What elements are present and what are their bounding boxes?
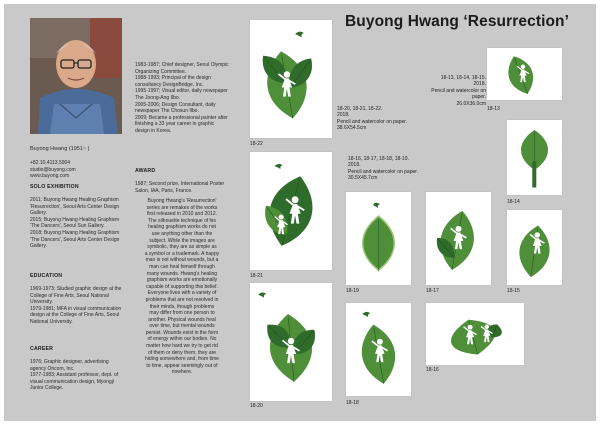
career-continued	[135, 62, 229, 135]
caption-line: 2018.	[473, 81, 486, 88]
artwork-18-20[interactable]	[250, 283, 332, 401]
artwork-label: 18-16	[426, 367, 439, 373]
career-item: 1977-1983; Assistant professor, dept. of visual communication design, Myongji Junior College.	[30, 372, 119, 392]
career-item: 1983-1987; Chief designer, Seoul Olympic Organizing Committee.	[135, 62, 229, 75]
caption-line: Pencil and watercolor on paper.	[337, 118, 408, 125]
award-item: 1987; Second prize, International Poster Salon, IAA, Paris, France.	[135, 181, 225, 194]
artwork-18-16[interactable]	[426, 303, 524, 365]
statement-line: graphism works are emotionally	[146, 277, 218, 284]
statement-line: The silhouette technique of his	[148, 217, 216, 224]
artwork-18-13[interactable]	[487, 48, 562, 100]
artwork-18-17[interactable]	[426, 192, 491, 285]
contact-website[interactable]: www.buyong.com	[30, 173, 70, 180]
statement-line: series are remakes of the works	[146, 204, 218, 211]
contact-phone: +82.10.4113.5904	[30, 160, 71, 166]
solo-exhibition-item: 2015; Buyong Hwang Healing Graphism 'The Dancers', Seoul Sun Gallery.	[30, 216, 120, 230]
statement-line: Buyong Hwang's 'Resurrection'	[147, 198, 217, 204]
career-item: 1976; Graphic designer, advertising agency Oricom, Inc.	[30, 359, 109, 372]
caption-line: 2018.	[337, 112, 350, 119]
statement-line: Everyone lives with a variety of	[147, 290, 217, 297]
caption-18-13-15	[426, 75, 486, 107]
statement-line: many wounds. Hwang's healing	[146, 270, 218, 277]
caption-line: 26.0X36.0cm	[456, 100, 486, 107]
contact-email[interactable]: studio@buyong.com	[30, 166, 76, 173]
statement-line: use anything other than the	[151, 230, 213, 237]
artwork-18-15[interactable]	[507, 210, 562, 285]
artwork-18-14[interactable]	[507, 120, 562, 195]
artist-portrait-image	[30, 18, 122, 134]
statement-line: may differ from one person to	[149, 310, 215, 317]
artwork-18-22[interactable]	[250, 20, 332, 138]
artwork-18-19[interactable]	[346, 192, 411, 285]
page-title: Buyong Hwang ‘Resurrection’	[345, 13, 570, 30]
caption-line: Pencil and watercolor on paper.	[431, 87, 486, 101]
statement-line: of energy within our bodies. No	[147, 336, 217, 343]
career-section	[30, 346, 126, 392]
statement-line: healing graphism works do not	[148, 224, 216, 231]
statement-line: a symbol or a trademark. A happy	[144, 250, 220, 257]
solo-exhibition-item: 2011; Buyong Hwang Healing Graphism 'Resurrection', Seoul Arts Center Design Gallery.	[30, 197, 120, 217]
caption-line: 2018.	[348, 162, 361, 169]
artwork-label: 18-18	[346, 400, 359, 406]
career-item: 1988-1993; Principal of the design consultancy DesignBridge, Inc.	[135, 75, 211, 88]
artwork-18-18[interactable]	[346, 303, 411, 396]
award-section	[135, 168, 229, 194]
statement-line: problems that are not resolved in	[145, 296, 219, 303]
education-item: 1979-1981; MFA in visual communication design at the College of Fine Arts, Seoul National University.	[30, 305, 122, 325]
caption-line: 18-16, 18-17, 18-18, 18-19.	[348, 156, 409, 162]
artwork-label: 18-20	[250, 403, 263, 409]
career-item: 1995-1997; Visual editor, daily newspaper The Joong-Ang Ilbo.	[135, 88, 228, 101]
statement-line: man can heal himself through	[149, 263, 215, 270]
artist-photo	[30, 18, 122, 134]
artwork-label: 18-14	[507, 199, 520, 205]
caption-18-20-22	[337, 106, 437, 132]
statement-line: nowhere.	[171, 369, 193, 376]
artist-name-block	[30, 146, 126, 153]
statement-line: first released in 2010 and 2012.	[146, 211, 218, 218]
artwork-label: 18-17	[426, 288, 439, 294]
career-heading: CAREER	[30, 346, 54, 352]
caption-line: 38.6X54.5cm	[337, 125, 367, 132]
education-heading: EDUCATION	[30, 273, 63, 279]
caption-line: Pencil and watercolor on paper.	[348, 168, 419, 175]
statement-line: over time, but mental wounds	[149, 323, 215, 330]
education-section	[30, 273, 126, 326]
caption-line: 18-20, 18-21, 18-22.	[337, 106, 383, 112]
statement-line: man is not without wounds, but a	[145, 257, 219, 264]
statement-line: capable of supporting this belief.	[146, 283, 218, 290]
artist-name: Buyong Hwang (1951~ )	[30, 146, 90, 152]
statement-line: matter how hard we try to get rid	[146, 343, 218, 350]
contact-block	[30, 160, 126, 180]
career-item: 2009; Became a professional painter after finishing a 33 year career in graphic design in Korea.	[135, 114, 228, 134]
caption-line: 18-13, 18-14, 18-15.	[440, 75, 486, 81]
caption-line: 30.5X45.7cm	[348, 175, 378, 182]
statement-line: another. Physical wounds heal	[148, 316, 216, 323]
artwork-label: 18-19	[346, 288, 359, 294]
solo-exhibition-heading: SOLO EXHIBITION	[30, 184, 79, 190]
artist-statement	[132, 198, 232, 376]
statement-line: subject. While the images are	[149, 237, 215, 244]
education-item: 1969-1973; Studied graphic design at the College of Fine Arts, Seoul National University.	[30, 286, 122, 306]
statement-line: of them or deny them, they are	[147, 349, 217, 356]
artwork-label: 18-15	[507, 288, 520, 294]
caption-18-16-19	[348, 156, 448, 182]
artwork-label: 18-21	[250, 273, 263, 279]
statement-line: hiding somewhere and, from time	[145, 356, 219, 363]
statement-line: symbolic, they are as simple as	[147, 244, 217, 251]
statement-line: persist. Wounds exist in the form	[145, 329, 219, 336]
artwork-18-21[interactable]	[250, 152, 332, 270]
artwork-label: 18-13	[487, 106, 500, 112]
statement-line: to time, appear seemingly out of	[146, 362, 218, 369]
artwork-label: 18-22	[250, 141, 263, 147]
statement-line: their minds, though problems	[149, 303, 215, 310]
career-item: 2005-2006; Design Consultant, daily newspaper The Chosun Ilbo.	[135, 101, 216, 115]
solo-exhibition-item: 2018; Buyong Hwang Healing Graphism 'The Dancers', Seoul Arts Center Design Gallery.	[30, 229, 120, 250]
award-heading: AWARD	[135, 168, 156, 174]
solo-exhibition-section	[30, 184, 126, 250]
